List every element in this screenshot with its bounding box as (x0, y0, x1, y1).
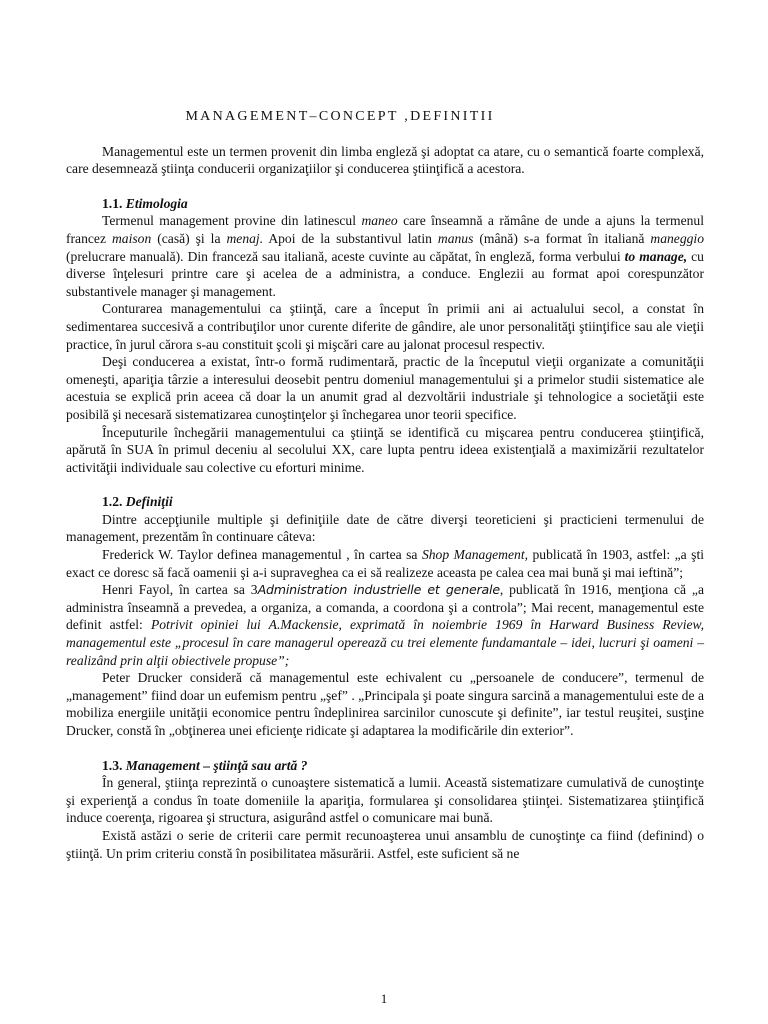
section-number: 1.3. (102, 757, 123, 773)
paragraph: Începuturile închegării managementului ca ştiinţă se identifică cu mişcarea pentru conducerea ştiinţifică, apărută în SUA în primul deceniu al secolului XX, care lupta pentru ideea existenţială a maximizării rezultatelor activităţii individuale sau colective cu eforturi minime. (66, 424, 704, 475)
text-run: (mână) s-a format în italiană (473, 230, 651, 246)
text-run: cu diverse înţelesuri printre care şi acelea de a administra, a conduce. Englezii au format apoi corespunzător substantivele manager şi management. (66, 248, 704, 299)
section-number: 1.2. (102, 494, 123, 510)
paragraph: Dintre accepţiunile multiple şi definiţiile date de către diverşi teoreticieni şi practicieni termenului de management, prezentăm în continuare câteva: (66, 511, 704, 545)
paragraph: Deşi conducerea a existat, într-o formă rudimentară, practic de la începutul vieţii organizate a comunităţii omeneşti, apariţia târzie a interesului deosebit pentru domeniul managementului şi a primelor studii sistematice ale acestuia se explică prin aceea că doar la un anumit grad al dezvoltării industriale şi tehnologice a societăţii este posibilă şi necesară sistematizarea cunoştinţelor şi închegarea unor teorii specifice. (66, 354, 704, 422)
text-run: Termenul management provine din latinescul (102, 213, 362, 229)
document-title: MANAGEMENT–CONCEPT ,DEFINITII (185, 109, 495, 124)
text-run: manus (437, 230, 474, 246)
section-number: 1.1. (102, 195, 123, 211)
section-stiinta-sau-arta (66, 757, 704, 863)
text-run: menaj. (226, 230, 264, 246)
section-etimologia (66, 195, 704, 477)
paragraph-drucker: Peter Drucker consideră că managementul este echivalent cu „persoanele de conducere”, termenul de „management” fiind doar un eufemism pentru „şef” . „Principala şi poate singura sarcină a managementului este de a mobiliza energiile unităţii economice pentru îndeplinirea sarcinilor cunoscute şi definite”, iar testul reuşitei, susţine Drucker, constă în „obţinerea unei eficienţe ridicate şi adaptarea la modificările din exterior”. (66, 670, 704, 738)
section-heading (66, 757, 704, 775)
section-heading (66, 195, 704, 213)
section-heading (66, 493, 704, 511)
paragraph: Conturarea managementului ca ştiinţă, care a început în primii ani ai actualului secol, a constat în sedimentarea succesivă a contribuţilor unor curente diferite de gândire, ale unor personalităţi ştiinţifice sau ale vieţii practice, în jurul cărora s-au constituit şcoli şi mişcări care au jalonat procesul respectiv. (66, 301, 704, 352)
text-run: publicată în 1903, astfel: „a şti exact ce doresc să facă oamenii şi a-i supraveghea ca ei să realizeze aceasta pe calea cea mai bună şi mai ieftină”; (66, 547, 704, 580)
section-title: Management – ştiinţă sau artă ? (125, 757, 308, 773)
text-run: Potrivit opiniei lui A.Mackensie, exprimată în noiembrie 1969 în Harward Business Review, managementul este „procesul în care managerul operează cu trei elemente fundamantale – idei, lucruri şi oameni – realizând prin alţii obiectivele propuse”; (66, 617, 704, 668)
text-run: Henri Fayol, în cartea sa 3 (102, 582, 258, 598)
text-run: Administration industrielle et generale (257, 582, 500, 598)
paragraph (66, 212, 704, 300)
text-run: maneggio (650, 230, 705, 246)
text-run: (casă) şi la (151, 230, 227, 246)
section-definitii (66, 493, 704, 739)
text-run: Frederick W. Taylor definea managementul , în cartea sa (102, 547, 422, 563)
paragraph: În general, ştiinţa reprezintă o cunoaştere sistematică a lumii. Această sistematizare cumulativă de cunoştinţe şi experienţă a condus în toate domeniile la apariţia, formularea şi consolidarea ştiinţei. Sistematizarea ştiinţifică induce coerenţa, rigoarea şi structura, asigurând astfel o comunicare mai bună. (66, 775, 704, 826)
section-title: Definiţii (125, 494, 173, 510)
text-run: Shop Management, (421, 547, 528, 563)
text-run: maison (111, 230, 152, 246)
page-number: 1 (380, 991, 388, 1006)
text-run: care înseamnă a rămâne de unde a ajuns la termenul francez (66, 213, 704, 246)
section-title: Etimologia (125, 195, 188, 211)
text-run: (prelucrare manuală). Din franceză sau italiană, aceste cuvinte au căpătat, în engleză, forma verbului (66, 248, 625, 264)
paragraph-fayol (66, 581, 704, 669)
intro-paragraph: Managementul este un termen provenit din limba engleză şi adoptat ca atare, cu o semantică foarte complexă, care desemnează ştiinţa conducerii organizaţiilor şi conducerea ştiinţifică a acestora. (66, 143, 704, 177)
text-run: Apoi de la substantivul latin (263, 230, 438, 246)
text-run: , publicată în 1916, menţiona că „a administra înseamnă a prevedea, a organiza, a comanda, a coordona şi a controla”; Mai recent, managementul este definit astfel: (66, 582, 704, 633)
text-run: to manage, (624, 248, 688, 264)
paragraph: Există astăzi o serie de criterii care permit recunoaşterea unui ansamblu de cunoştinţe ca fiind (definind) o ştiinţă. Un prim criteriu constă în posibilitatea măsurării. Astfel, este suficient să ne (66, 827, 704, 861)
text-run: maneo (361, 213, 398, 229)
paragraph-taylor (66, 546, 704, 581)
